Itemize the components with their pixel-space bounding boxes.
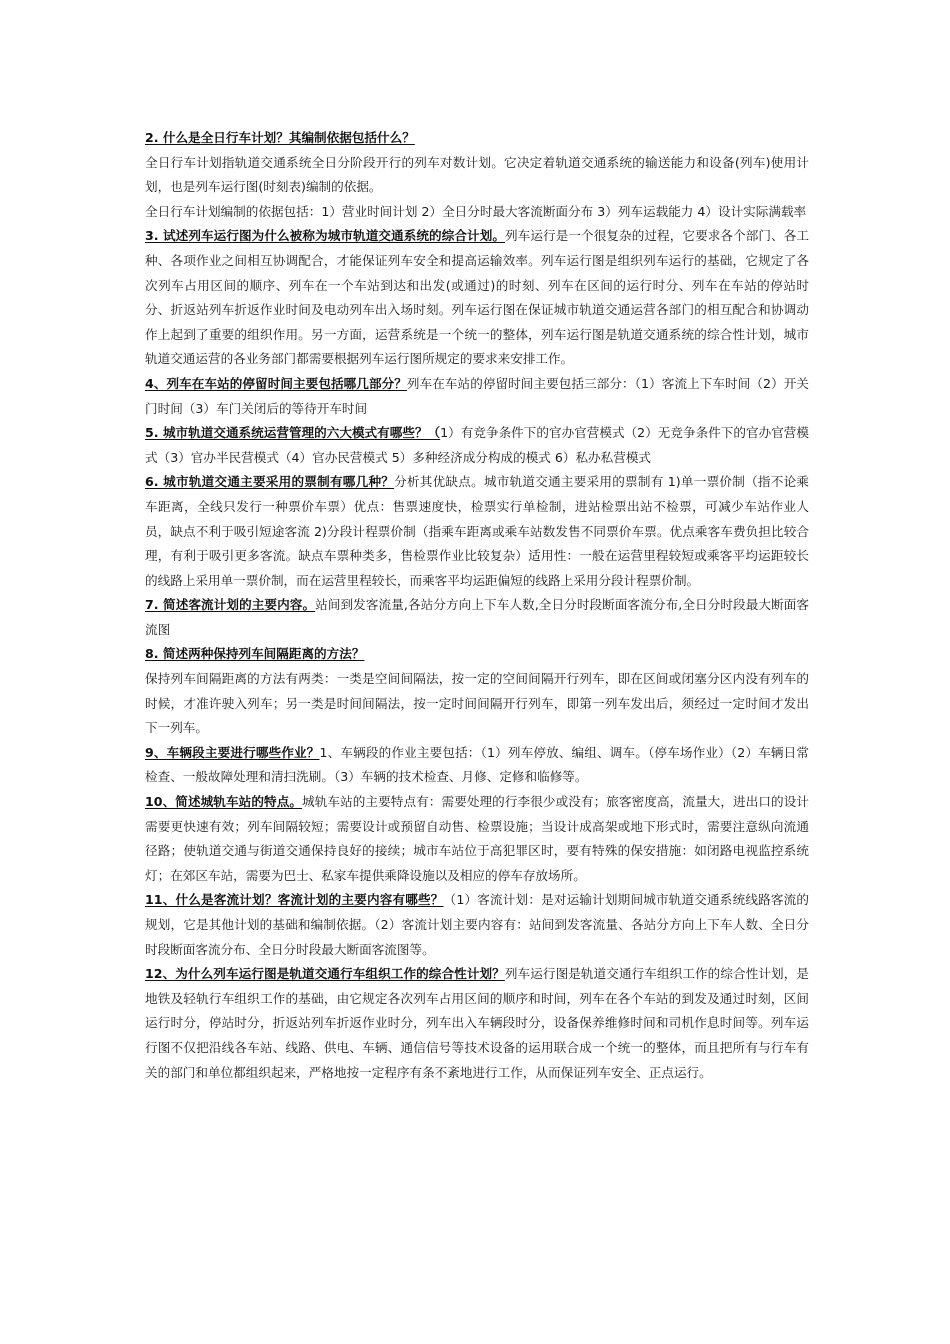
answer-4: 列车在车站的停留时间主要包括三部分：（1）客流上下车时间（2）开关门时间（3）车门关闭后的等待开车时间 xyxy=(145,375,809,416)
question-11: 11、什么是客流计划？客流计划的主要内容有哪些？ xyxy=(145,892,444,908)
section-11 xyxy=(145,888,809,962)
section-12 xyxy=(145,962,809,1085)
question-6: 6. 城市轨道交通主要采用的票制有哪几种？ xyxy=(145,474,395,490)
question-9: 9、车辆段主要进行哪些作业？ xyxy=(145,744,320,760)
answer-3: 列车运行是一个很复杂的过程，它要求各个部门、各工种、各项作业之间相互协调配合，才能保证列车安全和提高运输效率。列车运行图是组织列车运行的基础，它规定了各次列车占用区间的顺序、列车在一个车站到达和出发(或通过)的时刻、列车在区间的运行时分、列车在车站的停站时分、折返站列车折返作业时间及电动列车出入场时刻。列车运行图在保证城市轨道交通运营各部门的相互配合和协调动作上起到了重要的组织作用。另一方面，运营系统是一个统一的整体，列车运行图是轨道交通系统的综合性计划，城市轨道交通运营的各业务部门都需要根据列车运行图所规定的要求来安排工作。 xyxy=(145,228,810,367)
question-12: 12、为什么列车运行图是轨道交通行车组织工作的综合性计划？ xyxy=(145,966,505,982)
answer-5: 1）有竞争条件下的官办官营模式（2）无竞争条件下的官办官营模式（3）官办半民营模式（4）官办民营模式 5）多种经济成分构成的模式 6）私办私营模式 xyxy=(145,425,809,465)
section-7 xyxy=(145,593,809,642)
section-9 xyxy=(145,741,809,790)
question-7: 7. 简述客流计划的主要内容。 xyxy=(145,597,316,613)
answer-9: 1、车辆段的作业主要包括：（1）列车停放、编组、调车。（停车场作业）（2）车辆日常检查、一般故障处理和清扫洗刷。（3）车辆的技术检查、月修、定修和临修等。 xyxy=(145,744,810,785)
question-4: 4、列车在车站的停留时间主要包括哪几部分？ xyxy=(145,375,407,391)
section-6 xyxy=(145,470,809,593)
section-4 xyxy=(145,372,809,421)
question-8: 8. 简述两种保持列车间隔距离的方法？ xyxy=(145,646,365,662)
section-2-heading xyxy=(145,126,809,151)
question-5: 5. 城市轨道交通系统运营管理的六大模式有哪些？（ xyxy=(145,425,441,441)
question-10: 10、简述城轨车站的特点。 xyxy=(145,794,303,810)
section-2-answer-2: 全日行车计划编制的依据包括：1）营业时间计划 2）全日分时最大客流断面分布 3）列车运载能力 4）设计实际满载率 xyxy=(145,203,807,219)
answer-6: 分析其优缺点。城市轨道交通主要采用的票制有 1)单一票价制（指不论乘车距离，全线只发行一种票价车票）优点：售票速度快，检票实行单检制，进站检票出站不检票，可减少车站作业人员，缺点不利于吸引短途客流 2)分段计程票价制（指乘车距离或乘车站数发售不同票价车票。优点乘客车费负担比较合理，有利于吸引更多客流。缺点车票种类多，售检票作业比较复杂）适用性：一般在运营里程较短或乘客平均运距较长的线路上采用单一票价制，而在运营里程较长，而乘客平均运距偏短的线路上采用分段计程票价制。 xyxy=(145,474,809,588)
answer-7: 站间到发客流量,各站分方向上下车人数,全日分时段断面客流分布,全日分时段最大断面客流图 xyxy=(145,597,810,637)
question-3: 3. 试述列车运行图为什么被称为城市轨道交通系统的综合计划。 xyxy=(145,228,506,244)
answer-11: （1）客流计划：是对运输计划期间城市轨道交通系统线路客流的规划，它是其他计划的基础和编制依据。（2）客流计划主要内容有：站间到发客流量、各站分方向上下车人数、全日分时段断面客流分布、全日分时段最大断面客流图等。 xyxy=(145,892,809,957)
answer-10: 城轨车站的主要特点有：需要处理的行李很少或没有；旅客密度高，流量大，进出口的设计需要更快速有效；列车间隔较短；需要设计或预留自动售、检票设施；当设计成高架或地下形式时，需要注意纵向流通径路；使轨道交通与街道交通保持良好的接续；城市车站位于高犯罪区时，要有特殊的保安措施：如闭路电视监控系统灯；在郊区车站，需要为巴士、私家车提供乘降设施以及相应的停车存放场所。 xyxy=(145,794,809,883)
document-body xyxy=(145,126,809,1085)
section-3 xyxy=(145,224,809,372)
section-8-answer: 保持列车间隔距离的方法有两类：一类是空间间隔法，按一定的空间间隔开行列车，即在区间或闭塞分区内没有列车的时候，才准许驶入列车；另一类是时间间隔法，按一定时间间隔开行列车，即第一列车发出后，须经过一定时间才发出下一列车。 xyxy=(145,671,809,736)
section-10 xyxy=(145,790,809,888)
question-2: 2. 什么是全日行车计划？其编制依据包括什么？ xyxy=(145,130,415,145)
answer-12: 列车运行图是轨道交通行车组织工作的综合性计划，是地铁及轻轨行车组织工作的基础，由它规定各次列车占用区间的顺序和时间，列车在各个车站的到发及通过时刻，区间运行时分，停站时分，折返站列车折返作业时分，列车出入车辆段时分，设备保养维修时间和司机作息时间等。列车运行图不仅把沿线各车站、线路、供电、车辆、通信信号等技术设备的运用联合成一个统一的整体，而且把所有与行车有关的部门和单位都组织起来，严格地按一定程序有条不紊地进行工作，从而保证列车安全、正点运行。 xyxy=(145,966,809,1080)
section-5 xyxy=(145,421,809,470)
section-2-answer-1: 全日行车计划指轨道交通系统全日分阶段开行的列车对数计划。它决定着轨道交通系统的输送能力和设备(列车)使用计划，也是列车运行图(时刻表)编制的依据。 xyxy=(145,154,809,195)
section-8-heading xyxy=(145,642,809,667)
